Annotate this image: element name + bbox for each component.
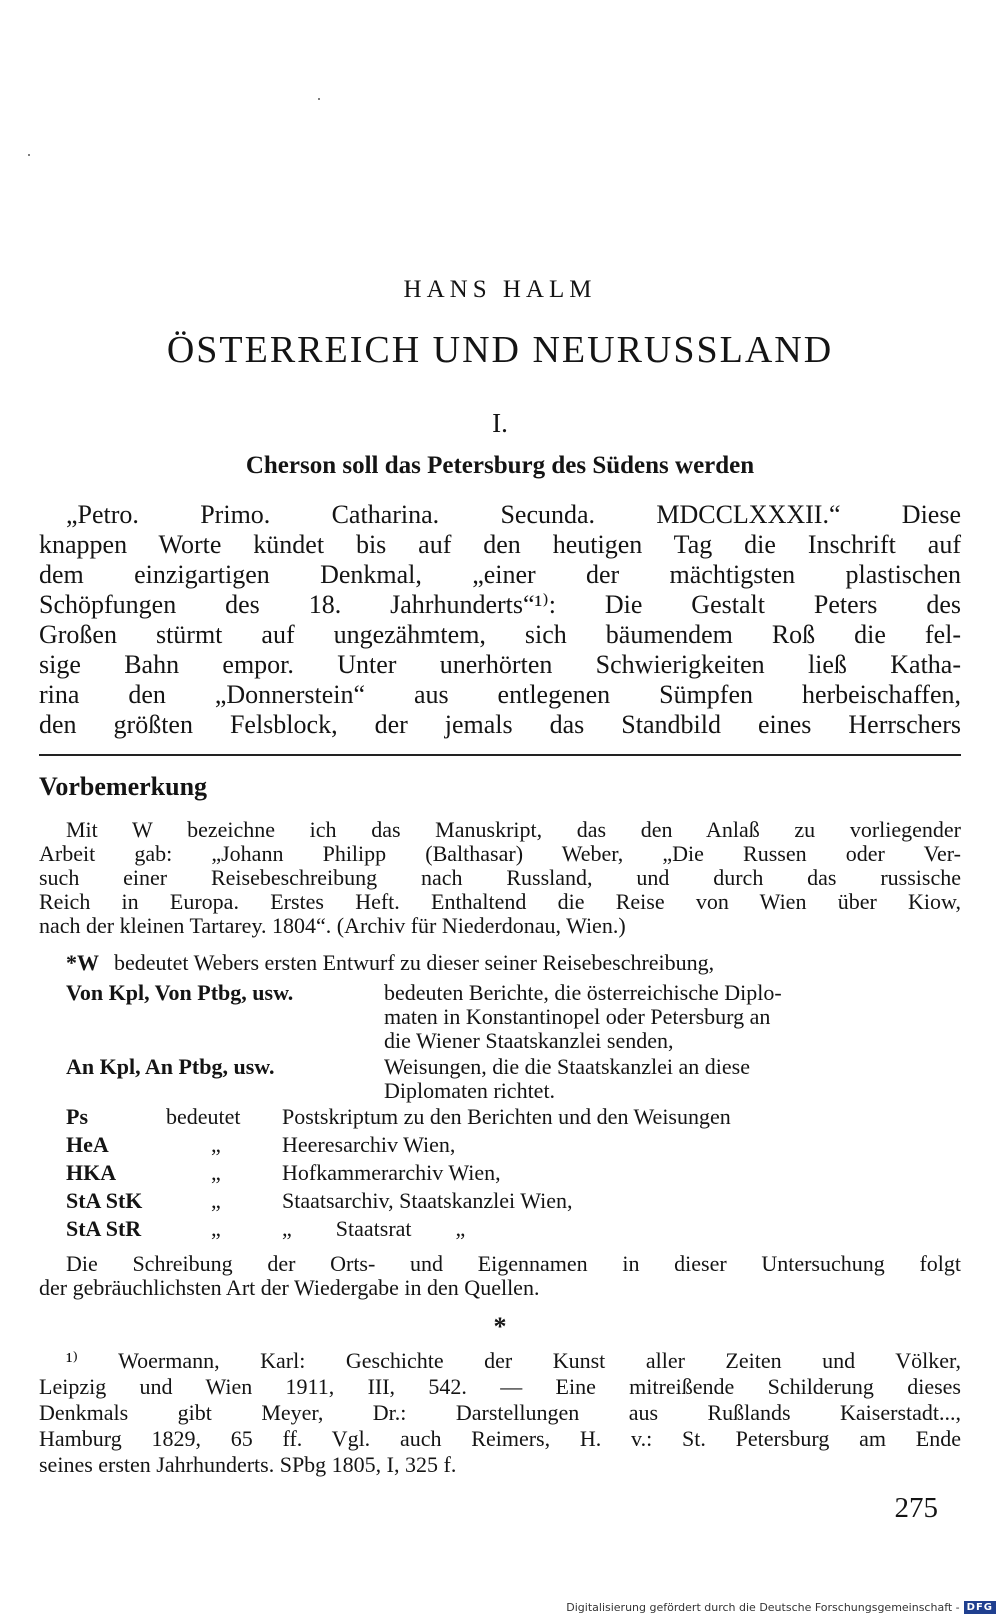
body-line: sige Bahn empor. Unter unerhörten Schwierigkeiten ließ Katha-: [39, 650, 961, 679]
body-line: Großen stürmt auf ungezähmtem, sich bäumendem Roß die fel-: [39, 620, 961, 649]
body-line: Schöpfungen des 18. Jahrhunderts“¹⁾: Die Gestalt Peters des: [39, 590, 961, 619]
abbreviation-verb: „: [211, 1132, 221, 1157]
dfg-logo: DFG: [964, 1601, 996, 1614]
section-divider: [39, 754, 961, 756]
abbreviation-key: An Kpl, An Ptbg, usw.: [66, 1054, 275, 1079]
abbreviation-key: *W: [66, 950, 99, 975]
abbreviation-key: Ps: [66, 1104, 88, 1129]
abbreviation-text: Weisungen, die die Staatskanzlei an diese: [384, 1054, 750, 1079]
footnote-line: Denkmals gibt Meyer, Dr.: Darstellungen aus Rußlands Kaiserstadt...,: [39, 1400, 961, 1425]
footnote-line: Leipzig und Wien 1911, III, 542. — Eine mitreißende Schilderung dieses: [39, 1374, 961, 1399]
abbreviation-text: „ Staatsrat „: [282, 1216, 466, 1241]
digitization-notice: [566, 1601, 996, 1614]
note-line: nach der kleinen Tartarey. 1804“. (Archiv für Niederdonau, Wien.): [39, 913, 626, 938]
abbreviation-text: bedeutet Webers ersten Entwurf zu dieser seiner Reisebeschreibung,: [114, 950, 715, 975]
note-line: der gebräuchlichsten Art der Wiedergabe in den Quellen.: [39, 1275, 540, 1300]
body-line: dem einzigartigen Denkmal, „einer der mächtigsten plastischen: [39, 560, 961, 589]
scan-speck: [28, 154, 30, 156]
scan-speck: [318, 98, 320, 100]
abbreviation-verb: bedeutet: [166, 1104, 241, 1129]
page-number: 275: [894, 1492, 938, 1524]
abbreviation-verb: „: [211, 1216, 221, 1241]
note-line: Arbeit gab: „Johann Philipp (Balthasar) Weber, „Die Russen oder Ver-: [39, 841, 961, 866]
body-line: rina den „Donnerstein“ aus entlegenen Sümpfen herbeischaffen,: [39, 680, 961, 709]
abbreviation-verb: „: [211, 1188, 221, 1213]
abbreviation-text: Heeresarchiv Wien,: [282, 1132, 456, 1157]
abbreviation-text: Staatsarchiv, Staatskanzlei Wien,: [282, 1188, 573, 1213]
abbreviation-text: Diplomaten richtet.: [384, 1078, 556, 1103]
section-subtitle: Cherson soll das Petersburg des Südens werden: [245, 452, 755, 479]
abbreviation-key: HeA: [66, 1132, 109, 1157]
note-line: such einer Reisebeschreibung nach Russland, und durch das russische: [39, 865, 961, 890]
body-line: den größten Felsblock, der jemals das Standbild eines Herrschers: [39, 710, 961, 739]
body-line: „Petro. Primo. Catharina. Secunda. MDCCLXXXII.“ Diese: [66, 500, 961, 529]
article-title: ÖSTERREICH UND NEURUSSLAND: [166, 329, 834, 371]
footnote-line: seines ersten Jahrhunderts. SPbg 1805, I, 325 f.: [39, 1452, 457, 1477]
body-line: knappen Worte kündet bis auf den heutigen Tag die Inschrift auf: [39, 530, 961, 559]
abbreviation-text: maten in Konstantinopel oder Petersburg an: [384, 1004, 771, 1029]
abbreviation-text: die Wiener Staatskanzlei senden,: [384, 1028, 674, 1053]
abbreviation-text: Hofkammerarchiv Wien,: [282, 1160, 501, 1185]
abbreviation-key: Von Kpl, Von Ptbg, usw.: [66, 980, 294, 1005]
footnote-line: Hamburg 1829, 65 ff. Vgl. auch Reimers, H. v.: St. Petersburg am Ende: [39, 1426, 961, 1451]
digitization-text: Digitalisierung gefördert durch die Deutsche Forschungsgemeinschaft -: [566, 1601, 960, 1614]
separator-asterisk: *: [493, 1312, 507, 1341]
note-line: Reich in Europa. Erstes Heft. Enthaltend die Reise von Wien über Kiow,: [39, 889, 961, 914]
abbreviation-key: HKA: [66, 1160, 117, 1185]
vorbemerkung-heading: Vorbemerkung: [39, 772, 208, 801]
abbreviation-verb: „: [211, 1160, 221, 1185]
note-line: Die Schreibung der Orts- und Eigennamen in dieser Untersuchung folgt: [66, 1251, 961, 1276]
note-line: Mit W bezeichne ich das Manuskript, das den Anlaß zu vorliegender: [66, 817, 961, 842]
author-name: HANS HALM: [403, 276, 597, 303]
abbreviation-key: StA StK: [66, 1188, 143, 1213]
footnote-line: ¹⁾ Woermann, Karl: Geschichte der Kunst aller Zeiten und Völker,: [66, 1348, 961, 1373]
section-number: I.: [492, 408, 508, 438]
abbreviation-key: StA StR: [66, 1216, 142, 1241]
abbreviation-text: Postskriptum zu den Berichten und den Weisungen: [282, 1104, 731, 1129]
abbreviation-text: bedeuten Berichte, die österreichische Diplo-: [384, 980, 782, 1005]
